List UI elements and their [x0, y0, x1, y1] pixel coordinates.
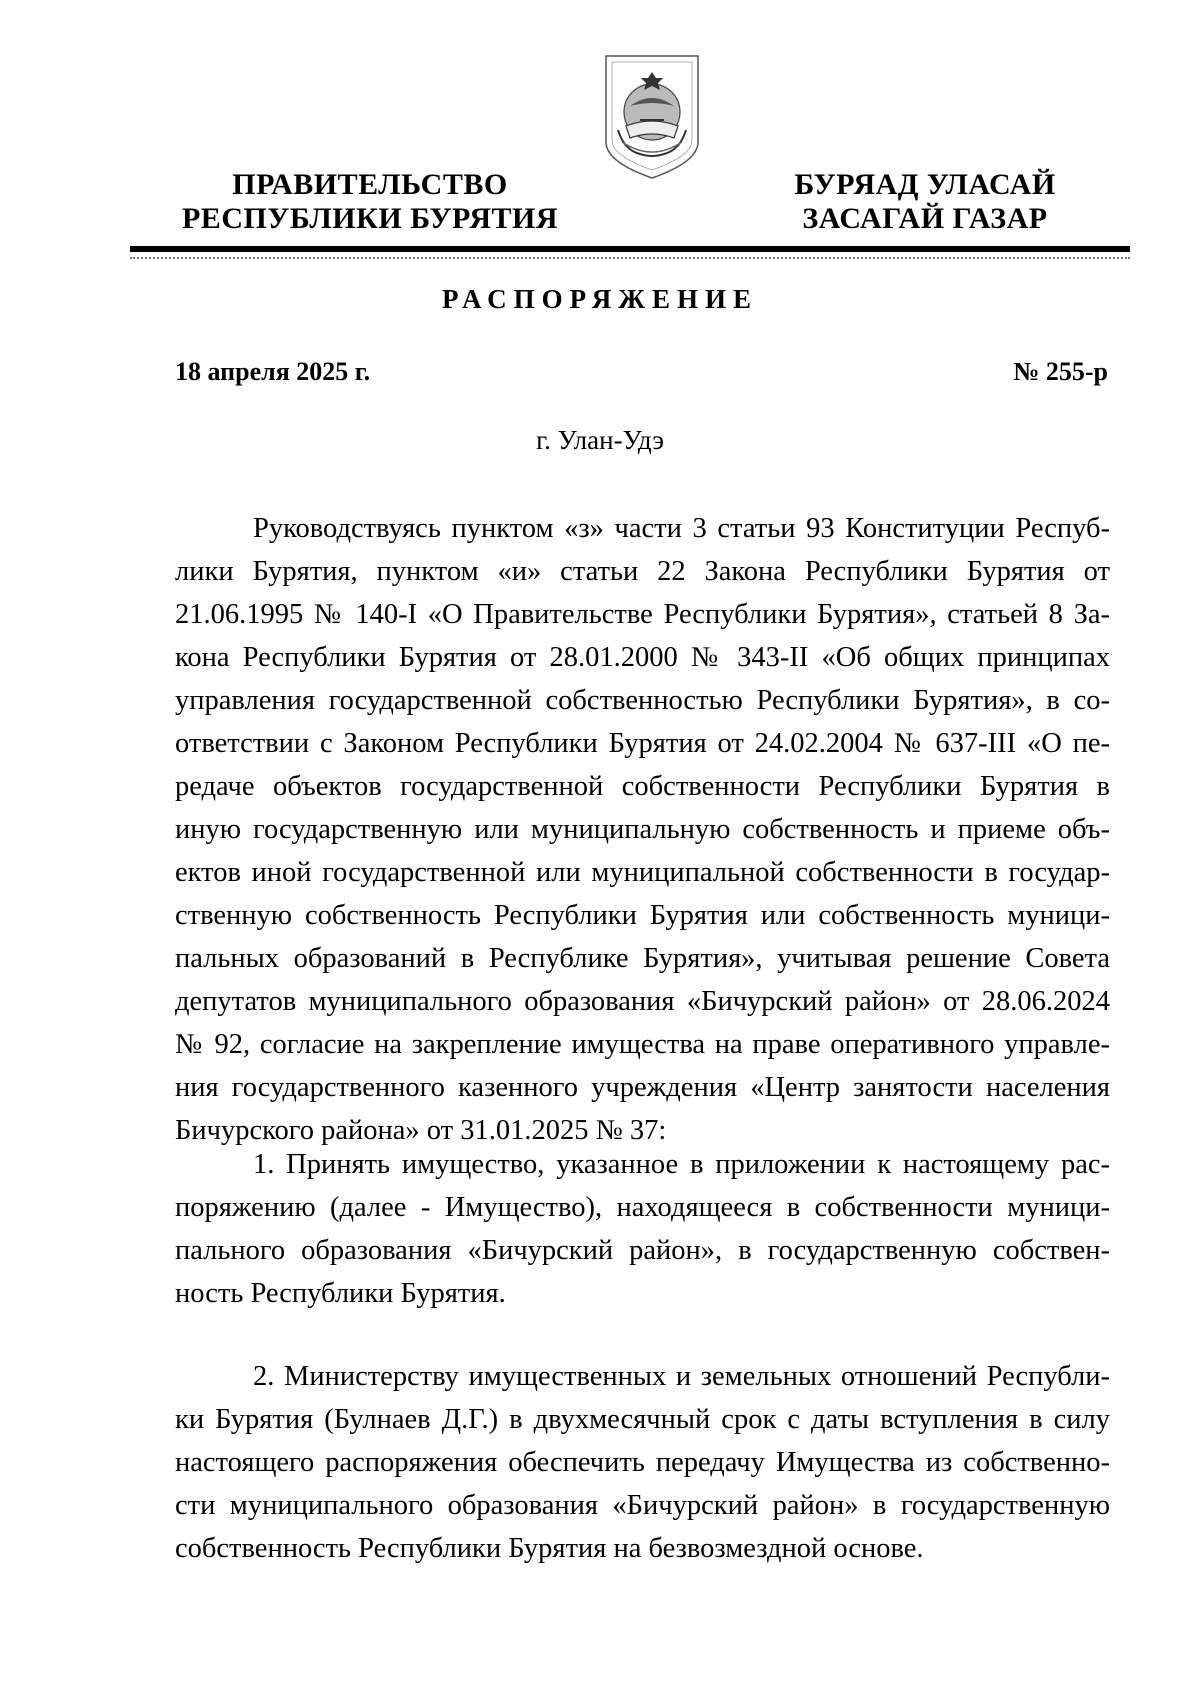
government-name-buryat-line-2: ЗАСАГАЙ ГАЗАР — [802, 202, 1048, 235]
government-name-russian — [170, 168, 570, 236]
coat-of-arms-icon — [600, 50, 704, 182]
text-line: настоящего распоряжения обеспечить передачу Имущества из собственно- — [175, 1447, 1110, 1478]
text-line: управления государственной собственностью Республики Бурятия», в со- — [175, 685, 1110, 716]
document-number: № 255-р — [1013, 357, 1108, 386]
document-date: 18 апреля 2025 г. — [175, 357, 371, 386]
text-line: ответствии с Законом Республики Бурятия от 24.02.2004 № 637-III «О пе- — [175, 728, 1110, 759]
text-line: № 92, согласие на закрепление имущества на праве оперативного управле- — [175, 1029, 1110, 1060]
text-line: Бичурского района» от 31.01.2025 № 37: — [175, 1115, 667, 1146]
text-line: 2. Министерству имущественных и земельных отношений Республи- — [253, 1361, 1110, 1392]
text-line: ки Бурятия (Булнаев Д.Г.) в двухмесячный срок с даты вступления в силу — [175, 1404, 1110, 1435]
document-city: г. Улан-Удэ — [536, 425, 664, 455]
text-line: пальных образований в Республике Бурятия», учитывая решение Совета — [175, 943, 1110, 974]
header-divider-thin — [130, 257, 1130, 259]
text-line: сти муниципального образования «Бичурский район» в государственную — [175, 1490, 1110, 1521]
text-line: депутатов муниципального образования «Бичурский район» от 28.06.2024 — [175, 986, 1110, 1017]
text-line: поряжению (далее - Имущество), находящееся в собственности муници- — [175, 1192, 1110, 1223]
government-name-buryat — [780, 168, 1070, 236]
text-line: ность Республики Бурятия. — [175, 1278, 506, 1309]
text-line: пального образования «Бичурский район», в государственную собствен- — [175, 1235, 1110, 1266]
government-name-line-2: РЕСПУБЛИКИ БУРЯТИЯ — [181, 202, 559, 235]
document-title: РАСПОРЯЖЕНИЕ — [441, 284, 759, 314]
preamble-paragraph — [175, 507, 1110, 1152]
government-name-buryat-line-1: БУРЯАД УЛАСАЙ — [794, 168, 1056, 201]
text-line: лики Бурятия, пунктом «и» статьи 22 Закона Республики Бурятия от — [175, 556, 1110, 587]
text-line: 1. Принять имущество, указанное в приложении к настоящему рас- — [253, 1149, 1110, 1180]
text-line: собственность Республики Бурятия на безвозмездной основе. — [175, 1533, 924, 1564]
text-line: кона Республики Бурятия от 28.01.2000 № 343-II «Об общих принципах — [175, 642, 1110, 673]
header-divider-thick — [130, 246, 1130, 252]
government-name-line-1: ПРАВИТЕЛЬСТВО — [232, 168, 508, 201]
text-line: иную государственную или муниципальную собственность и приеме объ- — [175, 814, 1110, 845]
text-line: ственную собственность Республики Бурятия или собственность муници- — [175, 900, 1110, 931]
text-line: Руководствуясь пунктом «з» части 3 статьи 93 Конституции Респуб- — [253, 513, 1110, 544]
text-line: ния государственного казенного учреждения «Центр занятости населения — [175, 1072, 1110, 1103]
text-line: ектов иной государственной или муниципальной собственности в государ- — [175, 857, 1110, 888]
text-line: редаче объектов государственной собственности Республики Бурятия в — [175, 771, 1110, 802]
text-line: 21.06.1995 № 140-I «О Правительстве Республики Бурятия», статьей 8 За- — [175, 599, 1110, 630]
clause-1-paragraph — [175, 1143, 1110, 1315]
clause-2-paragraph — [175, 1355, 1110, 1570]
